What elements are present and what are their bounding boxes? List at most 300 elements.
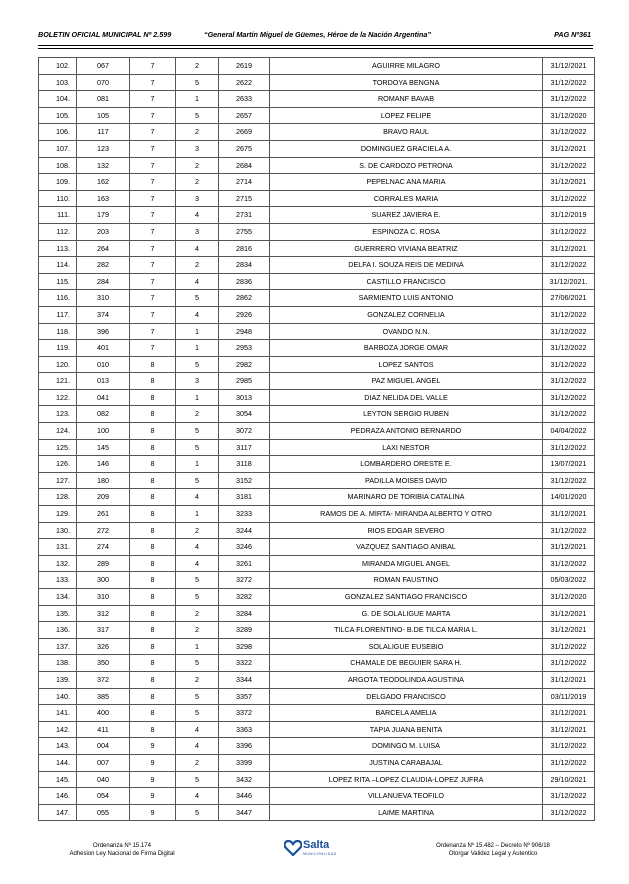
number-cell: 2926 [219, 306, 270, 323]
row-index-cell: 124. [39, 423, 77, 440]
section-cell: 8 [130, 638, 176, 655]
code-cell: 261 [77, 506, 130, 523]
row-index-cell: 131. [39, 539, 77, 556]
name-cell: CHAMALE DE BEGUIER SARA H. [270, 655, 543, 672]
name-cell: RAMOS DE A. MIRTA- MIRANDA ALBERTO Y OTRO [270, 506, 543, 523]
group-cell: 2 [176, 754, 219, 771]
table-row [39, 356, 595, 373]
group-cell: 5 [176, 804, 219, 821]
name-cell: LAXI NESTOR [270, 439, 543, 456]
name-cell: LOPEZ SANTOS [270, 356, 543, 373]
row-index-cell: 118. [39, 323, 77, 340]
code-cell: 374 [77, 306, 130, 323]
date-cell: 31/12/2022 [543, 738, 595, 755]
date-cell: 31/12/2021 [543, 58, 595, 75]
group-cell: 2 [176, 124, 219, 141]
table-row [39, 688, 595, 705]
table-row [39, 671, 595, 688]
name-cell: DIAZ NELIDA DEL VALLE [270, 389, 543, 406]
section-cell: 8 [130, 373, 176, 390]
table-row [39, 738, 595, 755]
number-cell: 2684 [219, 157, 270, 174]
row-index-cell: 107. [39, 140, 77, 157]
name-cell: GUERRERO VIVIANA BEATRIZ [270, 240, 543, 257]
group-cell: 2 [176, 157, 219, 174]
section-cell: 7 [130, 140, 176, 157]
bulletin-title: BOLETIN OFICIAL MUNICIPAL Nº 2.599 [38, 30, 172, 39]
row-index-cell: 127. [39, 472, 77, 489]
group-cell: 3 [176, 190, 219, 207]
group-cell: 5 [176, 589, 219, 606]
section-cell: 9 [130, 804, 176, 821]
group-cell: 4 [176, 489, 219, 506]
group-cell: 4 [176, 539, 219, 556]
header-rule [38, 45, 593, 46]
code-cell: 317 [77, 622, 130, 639]
name-cell: VAZQUEZ SANTIAGO ANIBAL [270, 539, 543, 556]
table-row [39, 389, 595, 406]
code-cell: 081 [77, 91, 130, 108]
row-index-cell: 111. [39, 207, 77, 224]
row-index-cell: 133. [39, 572, 77, 589]
row-index-cell: 139. [39, 671, 77, 688]
group-cell: 2 [176, 605, 219, 622]
table-row [39, 439, 595, 456]
section-cell: 7 [130, 190, 176, 207]
number-cell: 3246 [219, 539, 270, 556]
name-cell: BARCELA AMELIA [270, 705, 543, 722]
code-cell: 396 [77, 323, 130, 340]
number-cell: 3446 [219, 788, 270, 805]
table-row [39, 638, 595, 655]
number-cell: 3363 [219, 721, 270, 738]
section-cell: 8 [130, 655, 176, 672]
number-cell: 2714 [219, 174, 270, 191]
name-cell: ROMAN FAUSTINO [270, 572, 543, 589]
section-cell: 9 [130, 754, 176, 771]
code-cell: 010 [77, 356, 130, 373]
section-cell: 7 [130, 290, 176, 307]
number-cell: 3054 [219, 406, 270, 423]
section-cell: 7 [130, 107, 176, 124]
date-cell: 31/12/2022 [543, 522, 595, 539]
number-cell: 3072 [219, 423, 270, 440]
group-cell: 2 [176, 174, 219, 191]
number-cell: 3289 [219, 622, 270, 639]
code-cell: 282 [77, 257, 130, 274]
page-number: PAG Nº361 [554, 30, 591, 39]
row-index-cell: 104. [39, 91, 77, 108]
footer-right [418, 842, 568, 858]
section-cell: 8 [130, 622, 176, 639]
logo-subtitle: MUNICIPALIDAD [303, 852, 337, 856]
group-cell: 5 [176, 74, 219, 91]
table-row [39, 91, 595, 108]
code-cell: 117 [77, 124, 130, 141]
row-index-cell: 105. [39, 107, 77, 124]
code-cell: 132 [77, 157, 130, 174]
date-cell: 31/12/2021. [543, 273, 595, 290]
table-row [39, 174, 595, 191]
table-row [39, 539, 595, 556]
date-cell: 29/10/2021 [543, 771, 595, 788]
code-cell: 054 [77, 788, 130, 805]
table-row [39, 207, 595, 224]
section-cell: 8 [130, 489, 176, 506]
row-index-cell: 116. [39, 290, 77, 307]
code-cell: 067 [77, 58, 130, 75]
name-cell: RIOS EDGAR SEVERO [270, 522, 543, 539]
records-table-body [39, 58, 595, 821]
name-cell: LOPEZ FELIPE [270, 107, 543, 124]
group-cell: 5 [176, 572, 219, 589]
date-cell: 31/12/2022 [543, 373, 595, 390]
date-cell: 31/12/2022 [543, 472, 595, 489]
group-cell: 5 [176, 771, 219, 788]
row-index-cell: 103. [39, 74, 77, 91]
row-index-cell: 125. [39, 439, 77, 456]
name-cell: JUSTINA CARABAJAL [270, 754, 543, 771]
group-cell: 1 [176, 456, 219, 473]
number-cell: 3447 [219, 804, 270, 821]
group-cell: 5 [176, 705, 219, 722]
section-cell: 7 [130, 124, 176, 141]
section-cell: 7 [130, 306, 176, 323]
page-header [38, 30, 593, 44]
number-cell: 3118 [219, 456, 270, 473]
section-cell: 7 [130, 240, 176, 257]
date-cell: 31/12/2022 [543, 124, 595, 141]
name-cell: SUAREZ JAVIERA E. [270, 207, 543, 224]
number-cell: 2755 [219, 223, 270, 240]
group-cell: 5 [176, 472, 219, 489]
number-cell: 2953 [219, 340, 270, 357]
name-cell: CASTILLO FRANCISCO [270, 273, 543, 290]
code-cell: 385 [77, 688, 130, 705]
row-index-cell: 138. [39, 655, 77, 672]
date-cell: 31/12/2022 [543, 356, 595, 373]
table-row [39, 373, 595, 390]
table-row [39, 655, 595, 672]
date-cell: 31/12/2021 [543, 539, 595, 556]
table-row [39, 124, 595, 141]
date-cell: 04/04/2022 [543, 423, 595, 440]
row-index-cell: 115. [39, 273, 77, 290]
name-cell: G. DE SOLALIGUE MARTA [270, 605, 543, 622]
name-cell: DOMINGUEZ GRACIELA A. [270, 140, 543, 157]
section-cell: 9 [130, 771, 176, 788]
number-cell: 3322 [219, 655, 270, 672]
group-cell: 2 [176, 257, 219, 274]
group-cell: 2 [176, 522, 219, 539]
number-cell: 2633 [219, 91, 270, 108]
code-cell: 100 [77, 423, 130, 440]
table-row [39, 555, 595, 572]
date-cell: 31/12/2021 [543, 506, 595, 523]
name-cell: PEDRAZA ANTONIO BERNARDO [270, 423, 543, 440]
date-cell: 31/12/2022 [543, 340, 595, 357]
section-cell: 8 [130, 589, 176, 606]
bulletin-motto: “General Martín Miguel de Güemes, Héroe de la Nación Argentina” [204, 30, 431, 39]
code-cell: 310 [77, 290, 130, 307]
number-cell: 3282 [219, 589, 270, 606]
group-cell: 4 [176, 555, 219, 572]
table-row [39, 721, 595, 738]
table-row [39, 506, 595, 523]
date-cell: 31/12/2022 [543, 74, 595, 91]
table-row [39, 804, 595, 821]
name-cell: GONZALEZ CORNELIA [270, 306, 543, 323]
date-cell: 31/12/2021 [543, 240, 595, 257]
group-cell: 1 [176, 638, 219, 655]
code-cell: 400 [77, 705, 130, 722]
code-cell: 007 [77, 754, 130, 771]
table-row [39, 472, 595, 489]
name-cell: LOMBARDERO ORESTE E. [270, 456, 543, 473]
date-cell: 13/07/2021 [543, 456, 595, 473]
code-cell: 162 [77, 174, 130, 191]
date-cell: 31/12/2022 [543, 306, 595, 323]
footer-right-note: Otorgar Validez Legal y Autentico [448, 851, 538, 857]
date-cell: 31/12/2020 [543, 107, 595, 124]
date-cell: 31/12/2022 [543, 157, 595, 174]
table-row [39, 771, 595, 788]
code-cell: 004 [77, 738, 130, 755]
row-index-cell: 145. [39, 771, 77, 788]
number-cell: 2862 [219, 290, 270, 307]
number-cell: 3372 [219, 705, 270, 722]
logo-word: Salta [303, 839, 330, 851]
section-cell: 8 [130, 439, 176, 456]
number-cell: 3013 [219, 389, 270, 406]
name-cell: DELGADO FRANCISCO [270, 688, 543, 705]
date-cell: 31/12/2022 [543, 788, 595, 805]
name-cell: LEYTON SERGIO RUBEN [270, 406, 543, 423]
name-cell: AGUIRRE MILAGRO [270, 58, 543, 75]
number-cell: 2715 [219, 190, 270, 207]
row-index-cell: 144. [39, 754, 77, 771]
date-cell: 05/03/2022 [543, 572, 595, 589]
number-cell: 2948 [219, 323, 270, 340]
section-cell: 8 [130, 522, 176, 539]
name-cell: DELFA I. SOUZA REIS DE MEDINA [270, 257, 543, 274]
date-cell: 31/12/2021 [543, 622, 595, 639]
section-cell: 8 [130, 456, 176, 473]
code-cell: 401 [77, 340, 130, 357]
number-cell: 3432 [219, 771, 270, 788]
section-cell: 9 [130, 738, 176, 755]
row-index-cell: 140. [39, 688, 77, 705]
section-cell: 7 [130, 174, 176, 191]
group-cell: 2 [176, 58, 219, 75]
name-cell: PEPELNAC ANA MARIA [270, 174, 543, 191]
date-cell: 31/12/2022 [543, 389, 595, 406]
name-cell: VILLANUEVA TEOFILO [270, 788, 543, 805]
section-cell: 7 [130, 58, 176, 75]
table-row [39, 605, 595, 622]
date-cell: 31/12/2022 [543, 323, 595, 340]
row-index-cell: 126. [39, 456, 77, 473]
number-cell: 3396 [219, 738, 270, 755]
table-row [39, 754, 595, 771]
date-cell: 31/12/2021 [543, 671, 595, 688]
group-cell: 3 [176, 373, 219, 390]
group-cell: 5 [176, 655, 219, 672]
group-cell: 4 [176, 273, 219, 290]
table-row [39, 406, 595, 423]
code-cell: 372 [77, 671, 130, 688]
group-cell: 5 [176, 439, 219, 456]
row-index-cell: 130. [39, 522, 77, 539]
name-cell: CORRALES MARIA [270, 190, 543, 207]
row-index-cell: 136. [39, 622, 77, 639]
name-cell: TILCA FLORENTINO- B.DE TILCA MARIA L. [270, 622, 543, 639]
code-cell: 013 [77, 373, 130, 390]
code-cell: 264 [77, 240, 130, 257]
group-cell: 5 [176, 423, 219, 440]
number-cell: 2985 [219, 373, 270, 390]
code-cell: 055 [77, 804, 130, 821]
table-row [39, 622, 595, 639]
table-row [39, 340, 595, 357]
code-cell: 146 [77, 456, 130, 473]
group-cell: 1 [176, 389, 219, 406]
section-cell: 8 [130, 688, 176, 705]
section-cell: 7 [130, 273, 176, 290]
section-cell: 8 [130, 406, 176, 423]
code-cell: 123 [77, 140, 130, 157]
name-cell: TAPIA JUANA BENITA [270, 721, 543, 738]
section-cell: 8 [130, 721, 176, 738]
row-index-cell: 102. [39, 58, 77, 75]
table-row [39, 190, 595, 207]
code-cell: 145 [77, 439, 130, 456]
group-cell: 5 [176, 356, 219, 373]
number-cell: 2816 [219, 240, 270, 257]
table-row [39, 423, 595, 440]
section-cell: 7 [130, 340, 176, 357]
section-cell: 7 [130, 74, 176, 91]
section-cell: 8 [130, 605, 176, 622]
name-cell: MARINARO DE TORIBIA CATALINA [270, 489, 543, 506]
name-cell: LOPEZ RITA –LOPEZ CLAUDIA-LOPEZ JUFRA [270, 771, 543, 788]
section-cell: 8 [130, 356, 176, 373]
code-cell: 203 [77, 223, 130, 240]
date-cell: 31/12/2022 [543, 439, 595, 456]
date-cell: 31/12/2022 [543, 638, 595, 655]
number-cell: 3181 [219, 489, 270, 506]
table-row [39, 223, 595, 240]
code-cell: 284 [77, 273, 130, 290]
date-cell: 14/01/2020 [543, 489, 595, 506]
row-index-cell: 143. [39, 738, 77, 755]
code-cell: 310 [77, 589, 130, 606]
section-cell: 8 [130, 539, 176, 556]
number-cell: 3233 [219, 506, 270, 523]
number-cell: 3152 [219, 472, 270, 489]
number-cell: 3284 [219, 605, 270, 622]
group-cell: 1 [176, 323, 219, 340]
table-row [39, 788, 595, 805]
footer-right-ordinance: Ordenanza Nº 15.482 – Decreto Nº 906/18 [436, 843, 550, 849]
group-cell: 4 [176, 306, 219, 323]
code-cell: 180 [77, 472, 130, 489]
row-index-cell: 109. [39, 174, 77, 191]
table-row [39, 572, 595, 589]
date-cell: 31/12/2021 [543, 721, 595, 738]
row-index-cell: 108. [39, 157, 77, 174]
name-cell: DOMINGO M. LUISA [270, 738, 543, 755]
table-row [39, 157, 595, 174]
code-cell: 272 [77, 522, 130, 539]
row-index-cell: 132. [39, 555, 77, 572]
code-cell: 411 [77, 721, 130, 738]
code-cell: 179 [77, 207, 130, 224]
row-index-cell: 106. [39, 124, 77, 141]
page-footer [0, 838, 629, 878]
number-cell: 3357 [219, 688, 270, 705]
name-cell: BARBOZA JORGE OMAR [270, 340, 543, 357]
row-index-cell: 120. [39, 356, 77, 373]
table-row [39, 522, 595, 539]
number-cell: 3272 [219, 572, 270, 589]
row-index-cell: 141. [39, 705, 77, 722]
code-cell: 350 [77, 655, 130, 672]
section-cell: 8 [130, 671, 176, 688]
section-cell: 7 [130, 207, 176, 224]
name-cell: ARGOTA TEODOLINDA AGUSTINA [270, 671, 543, 688]
name-cell: OVANDO N.N. [270, 323, 543, 340]
name-cell: GONZALEZ SANTIAGO FRANCISCO [270, 589, 543, 606]
group-cell: 4 [176, 788, 219, 805]
table-row [39, 74, 595, 91]
name-cell: LAIME MARTINA [270, 804, 543, 821]
group-cell: 1 [176, 506, 219, 523]
code-cell: 041 [77, 389, 130, 406]
number-cell: 3244 [219, 522, 270, 539]
date-cell: 31/12/2022 [543, 804, 595, 821]
row-index-cell: 110. [39, 190, 77, 207]
number-cell: 2675 [219, 140, 270, 157]
table-row [39, 705, 595, 722]
table-row [39, 306, 595, 323]
salta-logo [284, 838, 354, 860]
group-cell: 5 [176, 688, 219, 705]
number-cell: 2836 [219, 273, 270, 290]
date-cell: 31/12/2022 [543, 406, 595, 423]
date-cell: 31/12/2021 [543, 705, 595, 722]
row-index-cell: 123. [39, 406, 77, 423]
date-cell: 27/06/2021 [543, 290, 595, 307]
table-row [39, 240, 595, 257]
date-cell: 31/12/2022 [543, 655, 595, 672]
table-row [39, 589, 595, 606]
row-index-cell: 135. [39, 605, 77, 622]
group-cell: 3 [176, 223, 219, 240]
table-row [39, 290, 595, 307]
date-cell: 31/12/2019 [543, 207, 595, 224]
group-cell: 4 [176, 207, 219, 224]
name-cell: PAZ MIGUEL ANGEL [270, 373, 543, 390]
section-cell: 8 [130, 423, 176, 440]
row-index-cell: 147. [39, 804, 77, 821]
row-index-cell: 129. [39, 506, 77, 523]
row-index-cell: 137. [39, 638, 77, 655]
number-cell: 2982 [219, 356, 270, 373]
date-cell: 31/12/2021 [543, 140, 595, 157]
name-cell: MIRANDA MIGUEL ANGEL [270, 555, 543, 572]
code-cell: 289 [77, 555, 130, 572]
